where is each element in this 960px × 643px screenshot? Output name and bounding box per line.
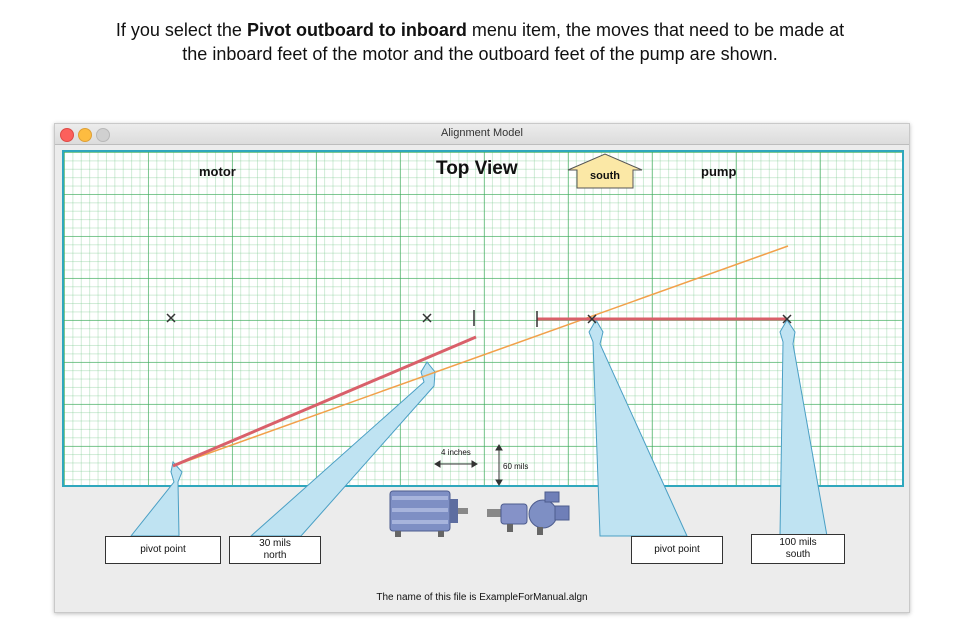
pump-move-callout: 100 mils south <box>751 534 845 564</box>
south-label: south <box>590 170 620 182</box>
top-view-label: Top View <box>436 158 518 179</box>
window-title: Alignment Model <box>441 127 523 139</box>
motor-image <box>390 491 468 537</box>
pump-label: pump <box>701 164 737 179</box>
motor-outboard-foot-icon <box>167 314 175 322</box>
pump-move-pointer <box>780 320 827 536</box>
left-pivot-callout: pivot point <box>105 536 221 564</box>
reference-line <box>173 246 788 466</box>
file-name-status: The name of this file is ExampleForManual.algn <box>376 592 588 603</box>
scale-vertical-label: 60 mils <box>503 462 529 471</box>
scale-horizontal-label: 4 inches <box>441 448 471 457</box>
motor-centerline <box>173 337 476 466</box>
caption-line-2: the inboard feet of the motor and the outboard feet of the pump are shown. <box>182 44 778 64</box>
pump-image <box>487 492 569 535</box>
caption-line-1: If you select the Pivot outboard to inboard menu item, the moves that need to be made at <box>115 20 845 40</box>
motor-move-callout: 30 mils north <box>229 536 321 564</box>
motor-label: motor <box>199 164 236 179</box>
right-pivot-callout: pivot point <box>631 536 723 564</box>
motor-inboard-foot-icon <box>423 314 431 322</box>
right-pivot-pointer <box>589 320 687 536</box>
caption <box>0 18 960 66</box>
alignment-model-window <box>54 123 910 613</box>
left-pivot-pointer <box>131 462 182 536</box>
